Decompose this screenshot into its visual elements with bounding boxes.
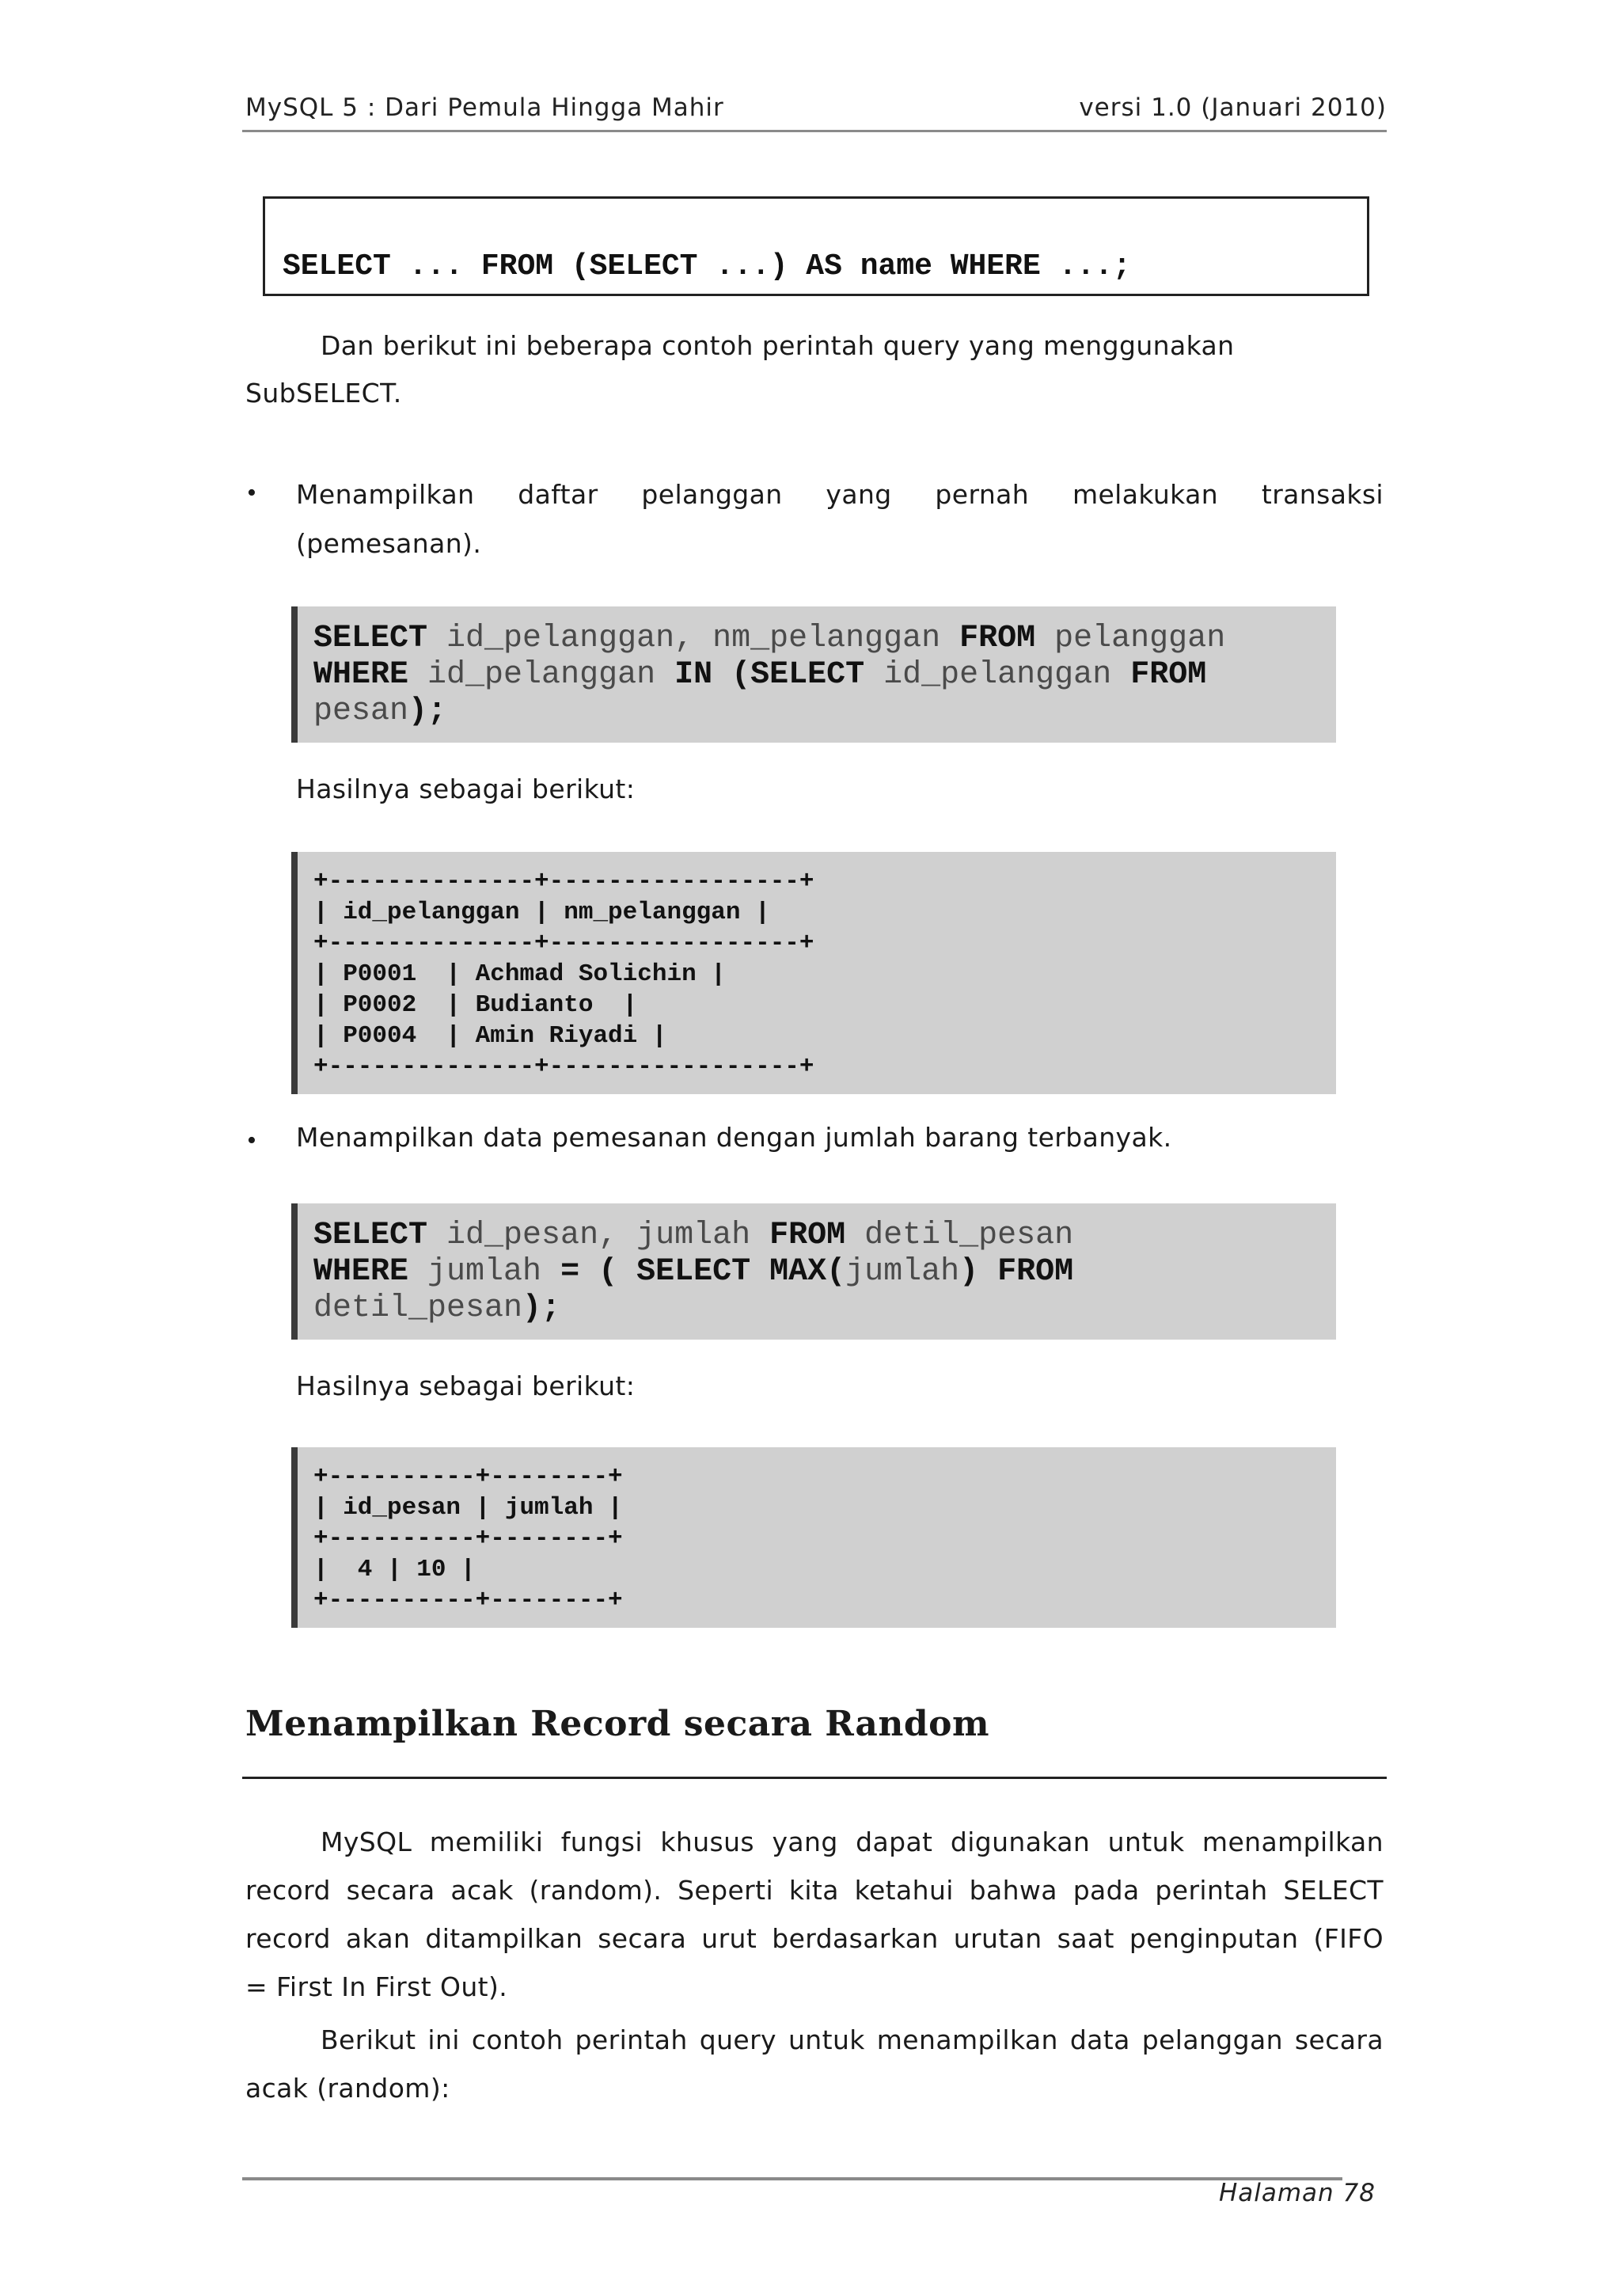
section-divider	[242, 1777, 1387, 1779]
intro-line-2: SubSELECT.	[245, 378, 402, 409]
code-line: WHERE jumlah = ( SELECT MAX(jumlah) FROM	[313, 1254, 1074, 1290]
table-row: | P0002 | Budianto |	[313, 991, 638, 1019]
result-table-pelanggan	[291, 852, 1336, 1094]
table-border-line: +----------+--------+	[313, 1587, 623, 1614]
table-header-row: | id_pesan | jumlah |	[313, 1494, 623, 1522]
section-title: Menampilkan Record secara Random	[245, 1704, 990, 1744]
body-p1-line-1: MySQL memiliki fungsi khusus yang dapat digunakan untuk menampilkan	[321, 1827, 1384, 1857]
bullet1-word: transaksi	[1261, 479, 1384, 510]
bullet1-word: yang	[826, 479, 892, 510]
bullet1-word: pelanggan	[641, 479, 783, 510]
table-border-line: +--------------+-----------------+	[313, 929, 814, 957]
table-row: | 4 | 10 |	[313, 1556, 476, 1583]
bullet1-word: pernah	[935, 479, 1030, 510]
footer-divider	[242, 2177, 1342, 2180]
page-number: Halaman 78	[1218, 2179, 1376, 2207]
body-p1-line-3: record akan ditampilkan secara urut berdasarkan urutan saat penginputan (FIFO	[245, 1923, 1384, 1954]
intro-line-1: Dan berikut ini beberapa contoh perintah query yang menggunakan	[321, 330, 1235, 361]
code-line: WHERE id_pelanggan IN (SELECT id_pelanggan FROM	[313, 657, 1207, 693]
code-line: SELECT id_pesan, jumlah FROM detil_pesan	[313, 1218, 1074, 1253]
header-version: versi 1.0 (Januari 2010)	[1079, 93, 1387, 122]
syntax-box	[263, 196, 1369, 296]
result-label: Hasilnya sebagai berikut:	[296, 1370, 636, 1401]
header-book-title: MySQL 5 : Dari Pemula Hingga Mahir	[245, 93, 724, 122]
header-divider	[242, 130, 1387, 132]
code-line: detil_pesan);	[313, 1291, 561, 1326]
code-line: SELECT id_pelanggan, nm_pelanggan FROM pelanggan	[313, 621, 1226, 656]
table-border-line: +--------------+-----------------+	[313, 1053, 814, 1081]
bullet1-line-2: (pemesanan).	[296, 528, 482, 559]
table-border-line: +----------+--------+	[313, 1463, 623, 1491]
table-border-line: +--------------+-----------------+	[313, 868, 814, 895]
bullet1-line-1	[296, 470, 1384, 519]
bullet-marker: •	[247, 478, 256, 507]
result-table-pesan	[291, 1447, 1336, 1628]
code-block-subselect-in	[291, 606, 1336, 743]
code-line: pesan);	[313, 694, 447, 729]
table-row: | P0001 | Achmad Solichin |	[313, 960, 726, 988]
bullet1-word: daftar	[518, 479, 598, 510]
syntax-text: SELECT ... FROM (SELECT ...) AS name WHERE ...;	[283, 249, 1131, 283]
body-p2-line-1: Berikut ini contoh perintah query untuk menampilkan data pelanggan secara	[321, 2024, 1384, 2055]
table-row: | P0004 | Amin Riyadi |	[313, 1022, 667, 1050]
table-border-line: +----------+--------+	[313, 1525, 623, 1553]
body-p1-line-2: record secara acak (random). Seperti kita ketahui bahwa pada perintah SELECT	[245, 1875, 1384, 1906]
code-block-subselect-max	[291, 1203, 1336, 1340]
body-p1-line-4: = First In First Out).	[245, 1971, 508, 2002]
bullet2-text: Menampilkan data pemesanan dengan jumlah barang terbanyak.	[296, 1122, 1172, 1153]
result-label: Hasilnya sebagai berikut:	[296, 774, 636, 804]
bullet1-word: Menampilkan	[296, 479, 475, 510]
bullet-marker: •	[247, 1126, 256, 1155]
body-p2-line-2: acak (random):	[245, 2073, 450, 2104]
bullet1-word: melakukan	[1072, 479, 1219, 510]
table-header-row: | id_pelanggan | nm_pelanggan |	[313, 899, 770, 926]
